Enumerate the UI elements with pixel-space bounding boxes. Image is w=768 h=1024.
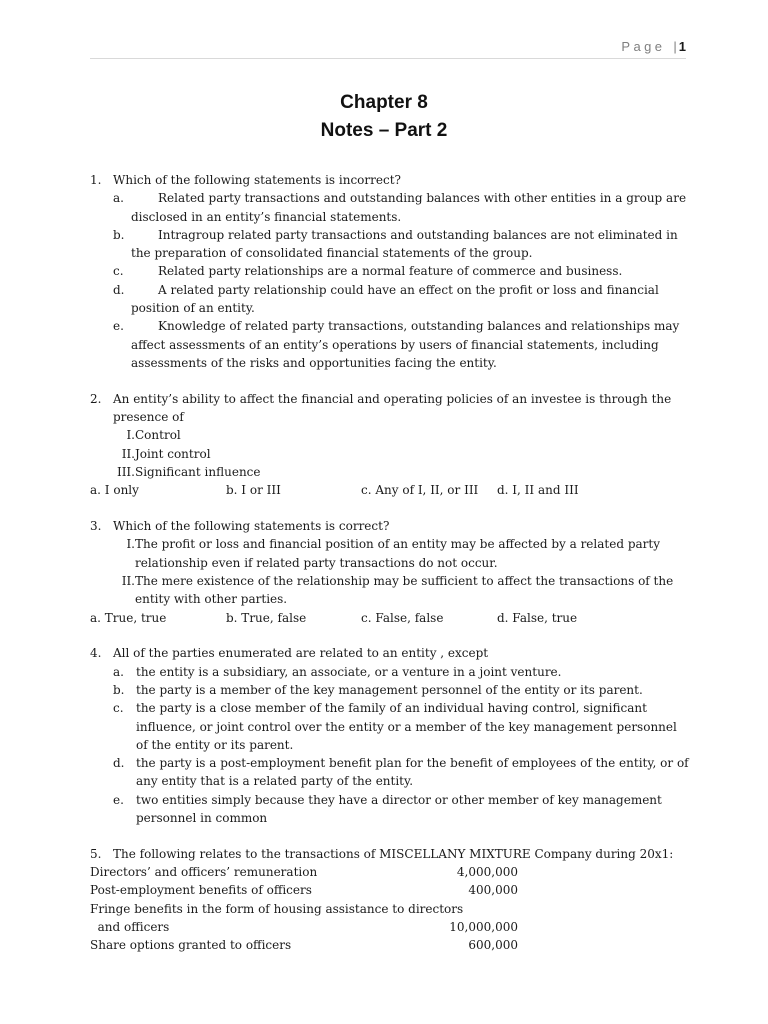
question-number: 3.	[90, 519, 102, 534]
row-label: Post-employment benefits of officers	[90, 883, 312, 898]
choice-c	[90, 699, 690, 754]
roman-item	[90, 426, 690, 444]
question-4	[90, 644, 690, 662]
question-2	[90, 390, 690, 427]
question-1	[90, 171, 690, 189]
option-b: b. True, false	[226, 610, 307, 625]
page-number: 1	[678, 39, 686, 54]
data-row	[90, 900, 690, 918]
option-c: c. False, false	[361, 610, 444, 625]
choice-b	[90, 226, 690, 263]
question-text: The following relates to the transactions of MISCELLANY MIXTURE Company during 20x1:	[113, 846, 674, 861]
chapter-subtitle: Notes – Part 2	[320, 120, 448, 141]
row-amount: 10,000,000	[449, 919, 518, 934]
roman-text: Significant influence	[135, 464, 261, 479]
chapter-title: Chapter 8	[340, 92, 428, 113]
roman-item	[90, 535, 690, 572]
choice-text: A related party relationship could have an effect on the profit or loss and financial position of an entity.	[131, 282, 659, 316]
option-c: c. Any of I, II, or III	[361, 483, 479, 498]
page-header	[621, 38, 686, 56]
choice-text: Related party transactions and outstanding balances with other entities in a group are disclosed in an entity’s financial statements.	[131, 191, 687, 224]
spacer	[90, 827, 690, 845]
row-label: Directors’ and officers’ remuneration	[90, 865, 318, 880]
roman-item	[90, 445, 690, 463]
option-d: d. False, true	[497, 610, 578, 625]
option-b: b. I or III	[226, 483, 281, 498]
data-row	[90, 881, 690, 899]
choice-a	[90, 663, 690, 681]
roman-text: Joint control	[135, 446, 211, 461]
choice-text: the entity is a subsidiary, an associate, or a venture in a joint venture.	[136, 664, 562, 679]
row-amount: 4,000,000	[456, 865, 518, 880]
choice-d	[90, 754, 690, 791]
row-amount: 600,000	[468, 938, 518, 953]
question-5	[90, 845, 690, 863]
question-text: Which of the following statements is incorrect?	[113, 173, 401, 187]
data-row	[90, 863, 690, 881]
question-number: 4.	[90, 646, 102, 661]
question-number: 5.	[90, 846, 102, 861]
document-body	[90, 171, 690, 955]
question-number: 2.	[90, 391, 102, 406]
choice-letter: d.	[113, 756, 125, 771]
roman-text: Control	[135, 428, 181, 443]
choice-letter: b.	[113, 682, 125, 697]
roman-text: The profit or loss and financial position of an entity may be affected by a related party relationship even if related party transactions do not occur.	[135, 537, 660, 570]
spacer	[90, 500, 690, 518]
row-label: Share options granted to officers	[90, 938, 292, 953]
spacer	[90, 627, 690, 645]
option-a: a. True, true	[90, 610, 167, 625]
question-3	[90, 517, 690, 535]
option-d: d. I, II and III	[497, 483, 579, 498]
data-row	[90, 936, 690, 954]
roman-numeral: III.	[116, 464, 135, 479]
answer-options	[90, 609, 690, 627]
page-separator: |	[673, 39, 677, 54]
question-number: 1.	[90, 173, 102, 187]
roman-item	[90, 572, 690, 609]
choice-text: Knowledge of related party transactions, outstanding balances and relationships may affect assessments of an entity’s operations by users of financial statements, including assessments of the risks and opportunities facing the entity.	[131, 319, 680, 370]
spacer	[90, 372, 690, 390]
choice-d	[90, 281, 690, 318]
choice-text: Intragroup related party transactions and outstanding balances are not eliminated in the preparation of consolidated financial statements of the group.	[131, 227, 678, 261]
choice-text: the party is a member of the key management personnel of the entity or its parent.	[136, 682, 643, 697]
header-rule	[90, 58, 686, 59]
roman-item	[90, 463, 690, 481]
choice-letter: c.	[113, 264, 124, 279]
row-amount: 400,000	[468, 883, 518, 898]
choice-text: two entities simply because they have a director or other member of key management personnel in common	[136, 792, 662, 825]
row-label: Fringe benefits in the form of housing assistance to directors	[90, 901, 464, 916]
roman-numeral: I.	[126, 428, 135, 443]
choice-c	[90, 262, 690, 280]
question-text: All of the parties enumerated are related to an entity , except	[113, 646, 489, 661]
data-row	[90, 918, 690, 936]
answer-options	[90, 481, 690, 499]
choice-text: Related party relationships are a normal feature of commerce and business.	[158, 264, 623, 279]
choice-text: the party is a close member of the family of an individual having control, significant influence, or joint control over the entity or a member of the key management personnel of the entity or its parent.	[136, 701, 677, 752]
option-a: a. I only	[90, 483, 139, 498]
row-label: and officers	[90, 919, 170, 934]
choice-a	[90, 189, 690, 226]
choice-e	[90, 791, 690, 828]
choice-text: the party is a post-employment benefit plan for the benefit of employees of the entity, or of any entity that is a related party of the entity.	[136, 756, 689, 789]
question-text: An entity’s ability to affect the financial and operating policies of an investee is through the presence of	[113, 391, 672, 425]
choice-e	[90, 317, 690, 372]
roman-numeral: II.	[121, 446, 135, 461]
choice-letter: a.	[113, 191, 124, 206]
choice-letter: a.	[113, 664, 124, 679]
roman-text: The mere existence of the relationship may be sufficient to affect the transactions of the entity with other parties.	[135, 573, 674, 607]
page-label: Page	[621, 39, 666, 54]
roman-numeral: II.	[121, 573, 135, 588]
choice-letter: d.	[113, 282, 125, 297]
question-text: Which of the following statements is correct?	[113, 519, 390, 534]
choice-letter: c.	[113, 701, 124, 716]
choice-letter: b.	[113, 227, 125, 242]
choice-b	[90, 681, 690, 699]
roman-numeral: I.	[126, 537, 135, 552]
choice-letter: e.	[113, 319, 124, 334]
choice-letter: e.	[113, 792, 124, 807]
